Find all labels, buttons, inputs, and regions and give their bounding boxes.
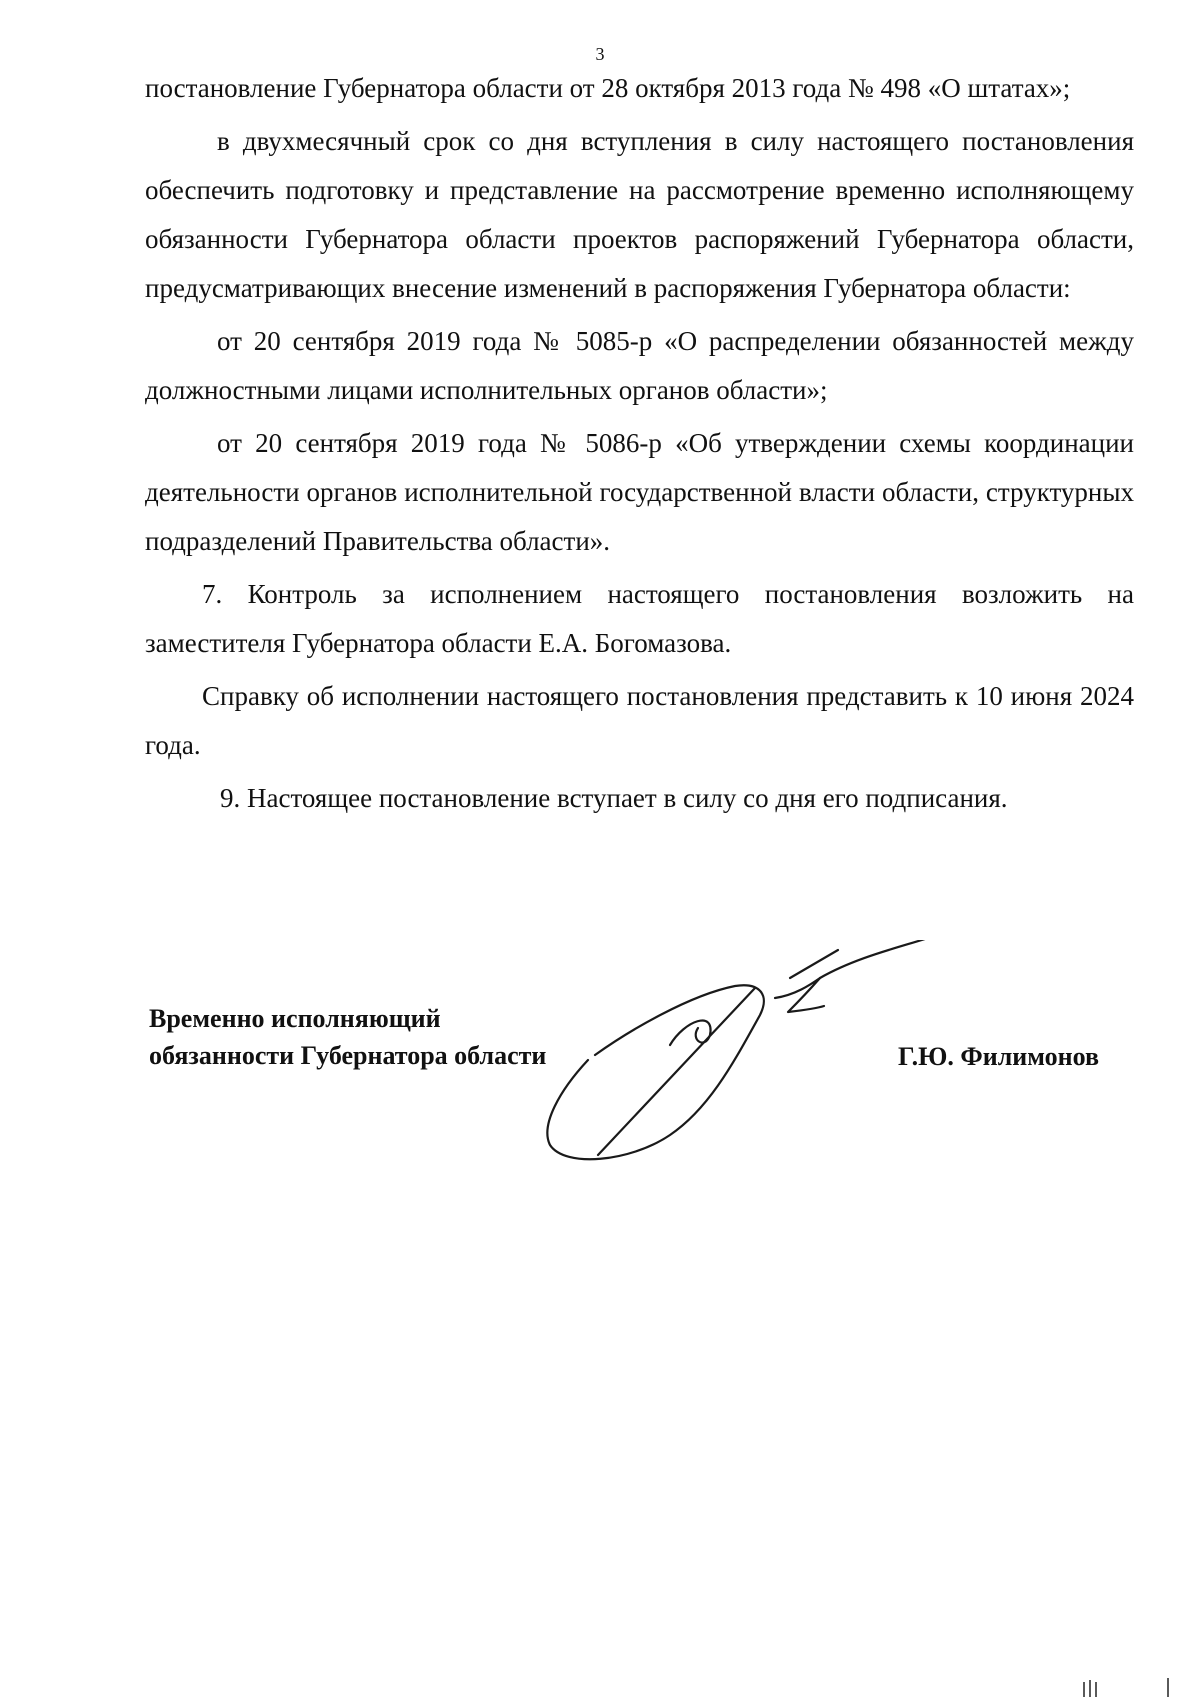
handwritten-signature: [520, 940, 960, 1170]
signatory-position-line-1: Временно исполняющий: [149, 1004, 441, 1033]
paragraph-two-month-term: в двухмесячный срок со дня вступления в силу настоящего постановления обеспечить подготовку и представление на рассмотрение временно исполняющему обязанности Губернатора области проектов распоряжений Губернатора области, предусматривающих внесение изменений в распоряжения Губернатора области:: [145, 126, 1134, 303]
paragraph-order-5085: от 20 сентября 2019 года № 5085-р «О распределении обязанностей между должностными лицами исполнительных органов области»;: [145, 326, 1134, 405]
page-number: 3: [595, 44, 605, 64]
signatory-name: Г.Ю. Филимонов: [898, 1042, 1100, 1071]
scan-margin-marks: [1060, 1668, 1180, 1697]
paragraph-regulation-reference: постановление Губернатора области от 28 октября 2013 года № 498 «О штатах»;: [145, 73, 1071, 103]
signatory-position-line-2: обязанности Губернатора области: [149, 1041, 547, 1070]
signatory-position: [149, 1000, 546, 1074]
paragraph-item-7-control: 7. Контроль за исполнением настоящего постановления возложить на заместителя Губернатора области Е.А. Богомазова.: [145, 579, 1134, 658]
document-body: [145, 64, 1134, 823]
paragraph-order-5086: от 20 сентября 2019 года № 5086-р «Об утверждении схемы координации деятельности органов исполнительной государственной власти области, структурных подразделений Правительства области».: [145, 428, 1134, 556]
paragraph-report-deadline: Справку об исполнении настоящего постановления представить к 10 июня 2024 года.: [145, 681, 1134, 760]
paragraph-item-9-effective: 9. Настоящее постановление вступает в силу со дня его подписания.: [220, 783, 1008, 813]
